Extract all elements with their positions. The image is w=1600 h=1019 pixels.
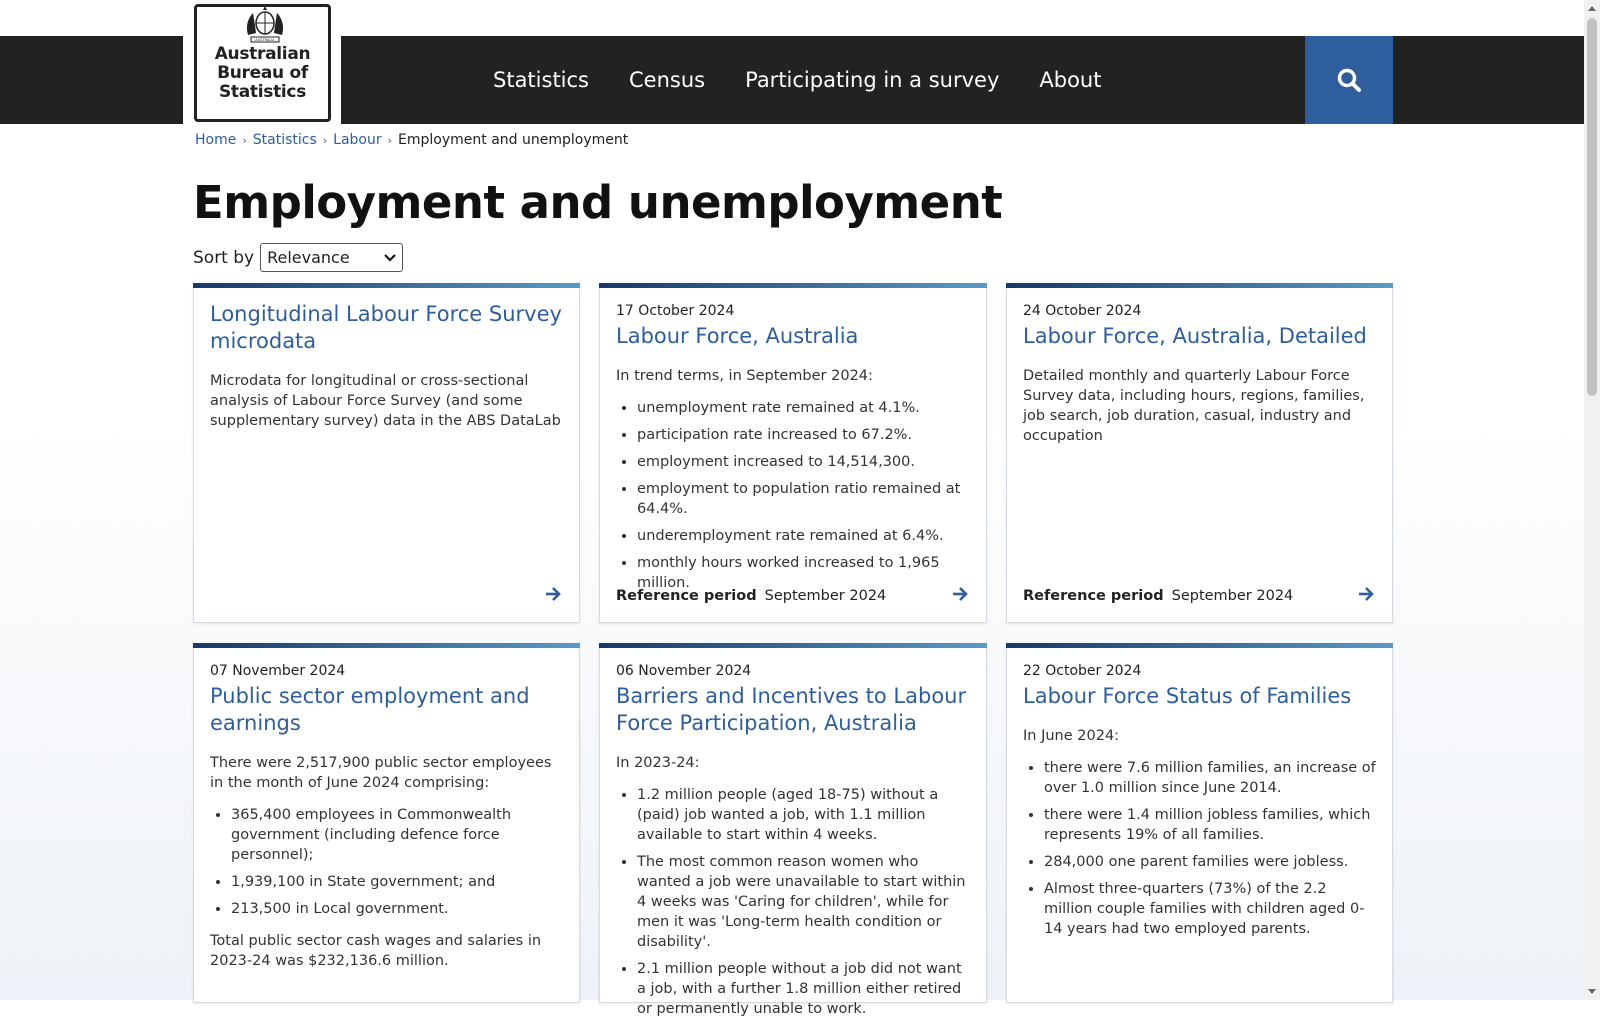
card-bullet-list bbox=[637, 785, 970, 1019]
result-card-llfs[interactable] bbox=[193, 283, 580, 623]
sort-label: Sort by bbox=[193, 247, 255, 268]
chevron-right-icon: › bbox=[387, 133, 393, 147]
card-footer bbox=[210, 586, 563, 606]
sort-select[interactable] bbox=[260, 243, 403, 272]
card-description: Microdata for longitudinal or cross-sectional analysis of Labour Force Survey (and some supplementary survey) data in the ABS DataLab bbox=[210, 373, 561, 429]
reference-period-value: September 2024 bbox=[764, 588, 887, 604]
card-title[interactable]: Labour Force, Australia, Detailed bbox=[1023, 324, 1367, 348]
card-date: 07 November 2024 bbox=[210, 663, 346, 679]
list-item: • employment increased to 14,514,300. bbox=[637, 452, 970, 472]
card-title[interactable]: Labour Force, Australia bbox=[616, 324, 859, 348]
card-title[interactable]: Labour Force Status of Families bbox=[1023, 684, 1352, 708]
breadcrumb-labour[interactable]: Labour bbox=[333, 132, 382, 148]
sort-selected-value: Relevance bbox=[267, 248, 350, 267]
chevron-down-icon bbox=[384, 254, 396, 262]
card-title[interactable]: Longitudinal Labour Force Survey microdata bbox=[210, 302, 562, 353]
list-item: • unemployment rate remained at 4.1%. bbox=[637, 398, 970, 418]
card-bullet-list bbox=[231, 805, 563, 919]
nav-census[interactable]: Census bbox=[629, 68, 706, 92]
list-item: • 1.2 million people (aged 18-75) without a (paid) job wanted a job, with 1.1 million available to start within 4 weeks. bbox=[637, 785, 970, 845]
result-card-families[interactable] bbox=[1006, 643, 1393, 1003]
card-date: 06 November 2024 bbox=[616, 663, 752, 679]
list-item: • 1,939,100 in State government; and bbox=[231, 872, 563, 892]
card-title[interactable]: Public sector employment and earnings bbox=[210, 684, 530, 735]
search-button[interactable] bbox=[1305, 36, 1393, 124]
scroll-down-icon[interactable] bbox=[1588, 989, 1596, 994]
list-item: • there were 1.4 million jobless families, which represents 19% of all families. bbox=[1044, 805, 1376, 845]
scroll-thumb[interactable] bbox=[1587, 18, 1597, 396]
nav-statistics[interactable]: Statistics bbox=[493, 68, 589, 92]
list-item: • there were 7.6 million families, an increase of over 1.0 million since June 2014. bbox=[1044, 758, 1376, 798]
abs-logo[interactable] bbox=[183, 0, 341, 124]
result-card-labour-force[interactable] bbox=[599, 283, 987, 623]
reference-period-value: September 2024 bbox=[1171, 588, 1294, 604]
list-item: • The most common reason women who wanted a job were unavailable to start within 4 weeks was 'Caring for children', while for men it was 'Long-term health condition or disability'. bbox=[637, 852, 970, 952]
breadcrumb bbox=[195, 132, 628, 148]
list-item: • participation rate increased to 67.2%. bbox=[637, 425, 970, 445]
list-item: • monthly hours worked increased to 1,965 million. bbox=[637, 553, 970, 593]
arrow-right-icon[interactable] bbox=[952, 586, 968, 602]
card-footer bbox=[616, 586, 970, 606]
chevron-right-icon: › bbox=[322, 133, 328, 147]
list-item: • 284,000 one parent families were jobless. bbox=[1044, 852, 1376, 872]
card-bullet-list bbox=[637, 398, 970, 593]
card-bullet-list bbox=[1044, 758, 1376, 939]
card-date: 17 October 2024 bbox=[616, 303, 735, 319]
card-intro: In 2023-24: bbox=[616, 755, 700, 771]
breadcrumb-current: Employment and unemployment bbox=[398, 132, 629, 148]
result-card-labour-force-detailed[interactable] bbox=[1006, 283, 1393, 623]
reference-period-label: Reference period bbox=[616, 588, 757, 604]
page-scrollbar[interactable] bbox=[1584, 0, 1600, 1000]
card-footer bbox=[1023, 586, 1376, 606]
arrow-right-icon[interactable] bbox=[545, 586, 561, 602]
list-item: • 2.1 million people without a job did not want a job, with a further 1.8 million either retired or permanently unable to work. bbox=[637, 959, 970, 1019]
breadcrumb-home[interactable]: Home bbox=[195, 132, 237, 148]
card-intro: In June 2024: bbox=[1023, 728, 1120, 744]
breadcrumb-statistics[interactable]: Statistics bbox=[252, 132, 317, 148]
result-card-barriers-incentives[interactable] bbox=[599, 643, 987, 1017]
nav-about[interactable]: About bbox=[1039, 68, 1102, 92]
card-date: 24 October 2024 bbox=[1023, 303, 1142, 319]
list-item: • 365,400 employees in Commonwealth government (including defence force personnel); bbox=[231, 805, 563, 865]
list-item: • Almost three-quarters (73%) of the 2.2 million couple families with children aged 0-14 years had two employed parents. bbox=[1044, 879, 1376, 939]
page-title: Employment and unemployment bbox=[193, 176, 1003, 229]
search-icon bbox=[1336, 67, 1362, 93]
crest-caption: AUSTRALIA bbox=[255, 38, 275, 42]
scroll-up-icon[interactable] bbox=[1588, 6, 1596, 11]
list-item: • underemployment rate remained at 6.4%. bbox=[637, 526, 970, 546]
card-date: 22 October 2024 bbox=[1023, 663, 1142, 679]
card-description: Detailed monthly and quarterly Labour Force Survey data, including hours, regions, families, job search, job duration, casual, industry and occupation bbox=[1023, 368, 1365, 444]
card-intro: In trend terms, in September 2024: bbox=[616, 368, 873, 384]
card-outro: Total public sector cash wages and salaries in 2023-24 was $232,136.6 million. bbox=[210, 933, 542, 969]
logo-line-2: Bureau of bbox=[217, 63, 308, 83]
result-card-public-sector[interactable] bbox=[193, 643, 580, 1003]
list-item: • 213,500 in Local government. bbox=[231, 899, 563, 919]
nav-participating[interactable]: Participating in a survey bbox=[745, 68, 1000, 92]
logo-line-1: Australian bbox=[214, 44, 311, 64]
card-title[interactable]: Barriers and Incentives to Labour Force Participation, Australia bbox=[616, 684, 967, 735]
arrow-right-icon[interactable] bbox=[1358, 586, 1374, 602]
sort-control bbox=[193, 243, 403, 272]
list-item: • employment to population ratio remained at 64.4%. bbox=[637, 479, 970, 519]
card-intro: There were 2,517,900 public sector employees in the month of June 2024 comprising: bbox=[210, 755, 552, 791]
logo-line-3: Statistics bbox=[218, 82, 307, 102]
logo-frame bbox=[194, 4, 331, 122]
chevron-right-icon: › bbox=[242, 133, 247, 147]
reference-period-label: Reference period bbox=[1023, 588, 1164, 604]
main-nav bbox=[493, 36, 1141, 124]
coat-of-arms-icon bbox=[239, 5, 291, 45]
